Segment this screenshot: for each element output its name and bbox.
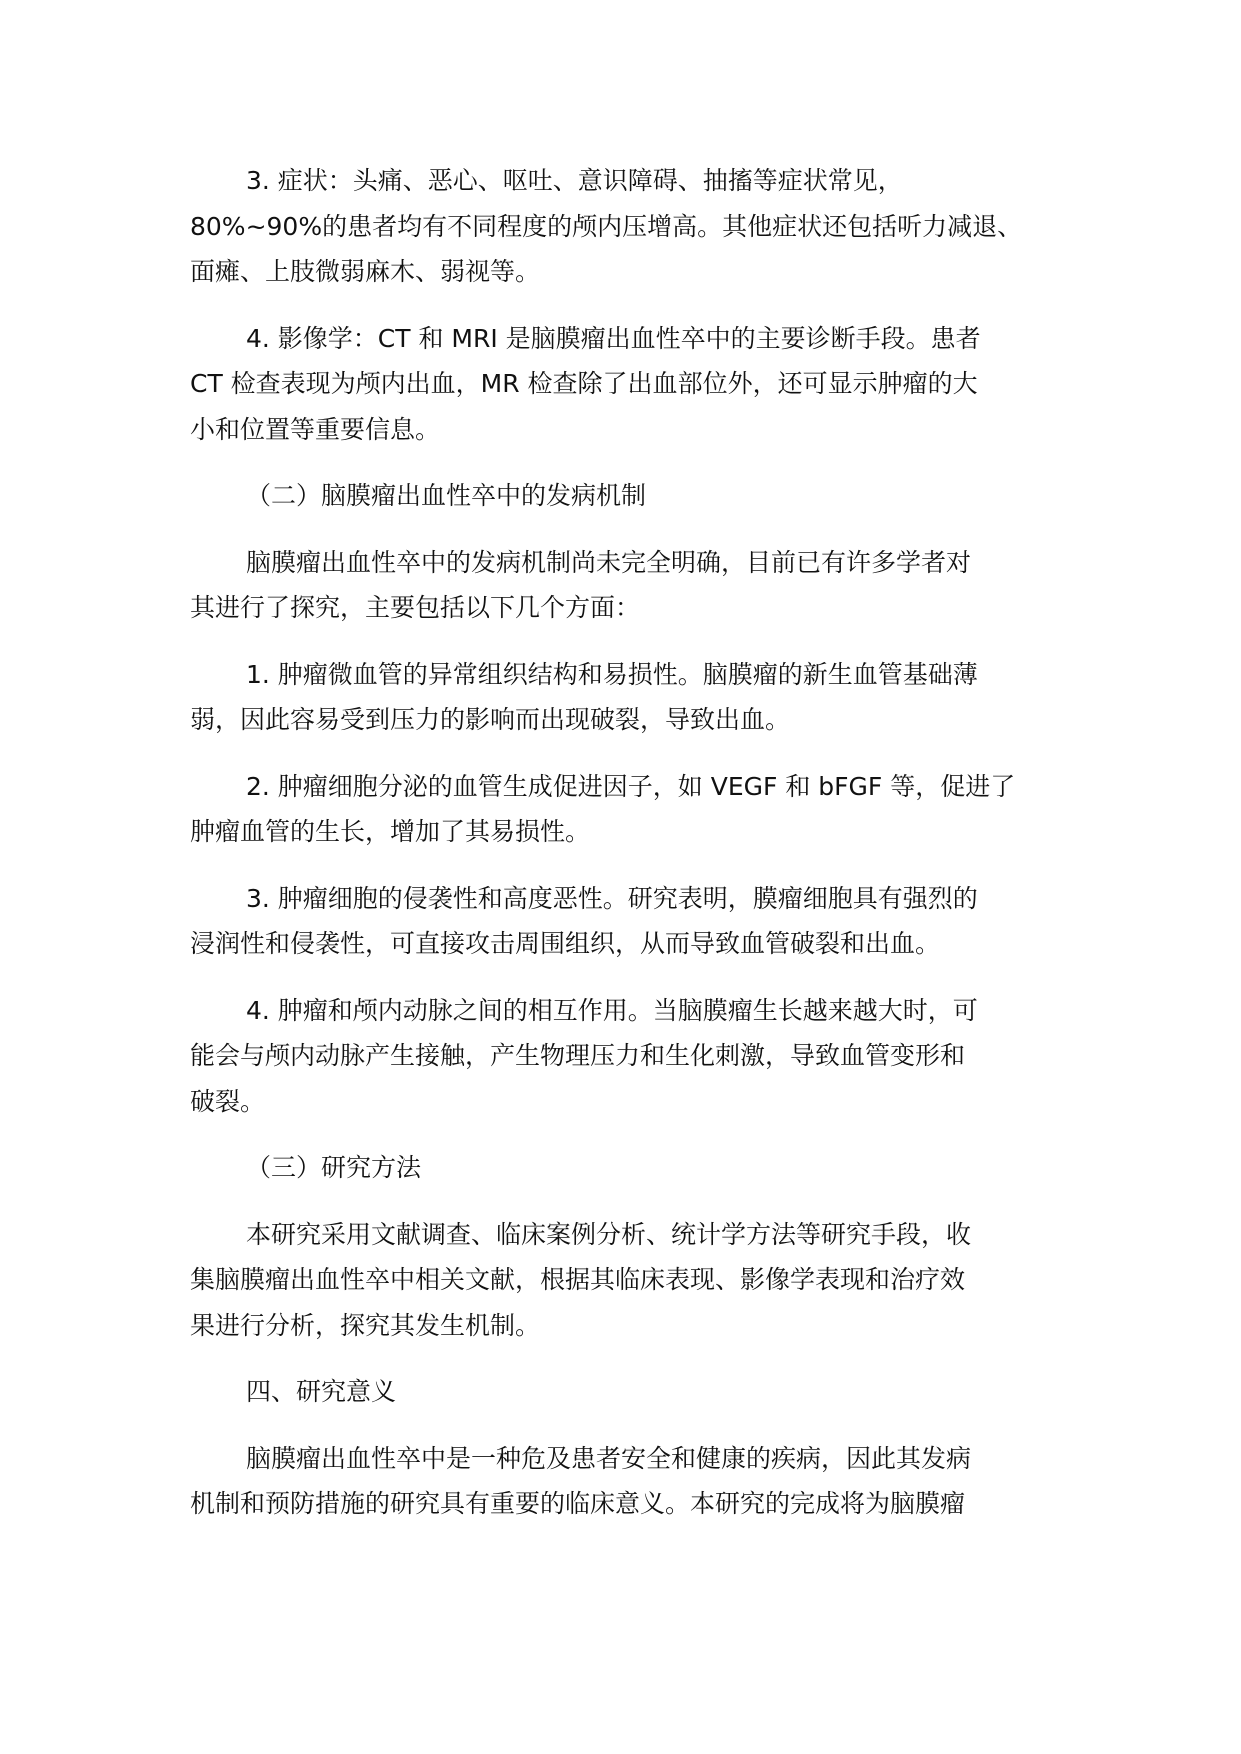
paragraph-significance xyxy=(190,1436,1070,1527)
heading-text: （三）研究方法 xyxy=(246,1153,422,1182)
section-heading-methods xyxy=(190,1145,1070,1191)
text-line: 脑膜瘤出血性卒中的发病机制尚未完全明确，目前已有许多学者对 xyxy=(246,547,972,577)
text-line: 果进行分析，探究其发生机制。 xyxy=(190,1310,541,1340)
text-line: 4. 影像学：CT 和 MRI 是脑膜瘤出血性卒中的主要诊断手段。患者 xyxy=(246,323,981,353)
text-line: 肿瘤血管的生长，增加了其易损性。 xyxy=(190,817,591,846)
text-line: 本研究采用文献调查、临床案例分析、统计学方法等研究手段，收 xyxy=(246,1219,972,1249)
paragraph-mechanism-3 xyxy=(190,876,1070,967)
paragraph-mechanism-2 xyxy=(190,764,1070,855)
section-heading-significance xyxy=(190,1369,1070,1415)
text-line: 其进行了探究，主要包括以下几个方面： xyxy=(190,593,641,622)
text-line: 小和位置等重要信息。 xyxy=(190,414,441,444)
heading-text: 四、研究意义 xyxy=(246,1377,397,1406)
paragraph-symptoms xyxy=(190,158,1070,295)
paragraph-mechanism-4 xyxy=(190,988,1070,1125)
text-line: 3. 肿瘤细胞的侵袭性和高度恶性。研究表明，膜瘤细胞具有强烈的 xyxy=(246,883,978,913)
paragraph-mechanism-intro xyxy=(190,540,1070,631)
document-body xyxy=(190,158,1070,1548)
text-line: 3. 症状：头痛、恶心、呕吐、意识障碍、抽搐等症状常见， xyxy=(246,166,903,195)
text-line: 浸润性和侵袭性，可直接攻击周围组织，从而导致血管破裂和出血。 xyxy=(190,929,941,958)
text-line: 2. 肿瘤细胞分泌的血管生成促进因子，如 VEGF 和 bFGF 等，促进了 xyxy=(246,771,1016,801)
heading-text: （二）脑膜瘤出血性卒中的发病机制 xyxy=(246,481,647,510)
text-line: 机制和预防措施的研究具有重要的临床意义。本研究的完成将为脑膜瘤 xyxy=(190,1489,966,1518)
text-line: CT 检查表现为颅内出血，MR 检查除了出血部位外，还可显示肿瘤的大 xyxy=(190,369,978,398)
paragraph-imaging xyxy=(190,316,1070,453)
text-line: 弱，因此容易受到压力的影响而出现破裂，导致出血。 xyxy=(190,705,791,734)
text-line: 1. 肿瘤微血管的异常组织结构和易损性。脑膜瘤的新生血管基础薄 xyxy=(246,659,978,689)
text-line: 面瘫、上肢微弱麻木、弱视等。 xyxy=(190,257,541,286)
text-line: 脑膜瘤出血性卒中是一种危及患者安全和健康的疾病，因此其发病 xyxy=(246,1443,972,1473)
section-heading-mechanism xyxy=(190,473,1070,519)
paragraph-mechanism-1 xyxy=(190,652,1070,743)
text-line: 集脑膜瘤出血性卒中相关文献，根据其临床表现、影像学表现和治疗效 xyxy=(190,1265,966,1294)
text-line: 破裂。 xyxy=(190,1086,266,1116)
text-line: 能会与颅内动脉产生接触，产生物理压力和生化刺激，导致血管变形和 xyxy=(190,1041,966,1070)
text-line: 80%~90%的患者均有不同程度的颅内压增高。其他症状还包括听力减退、 xyxy=(190,211,1023,241)
paragraph-methods xyxy=(190,1212,1070,1349)
text-line: 4. 肿瘤和颅内动脉之间的相互作用。当脑膜瘤生长越来越大时，可 xyxy=(246,995,978,1025)
